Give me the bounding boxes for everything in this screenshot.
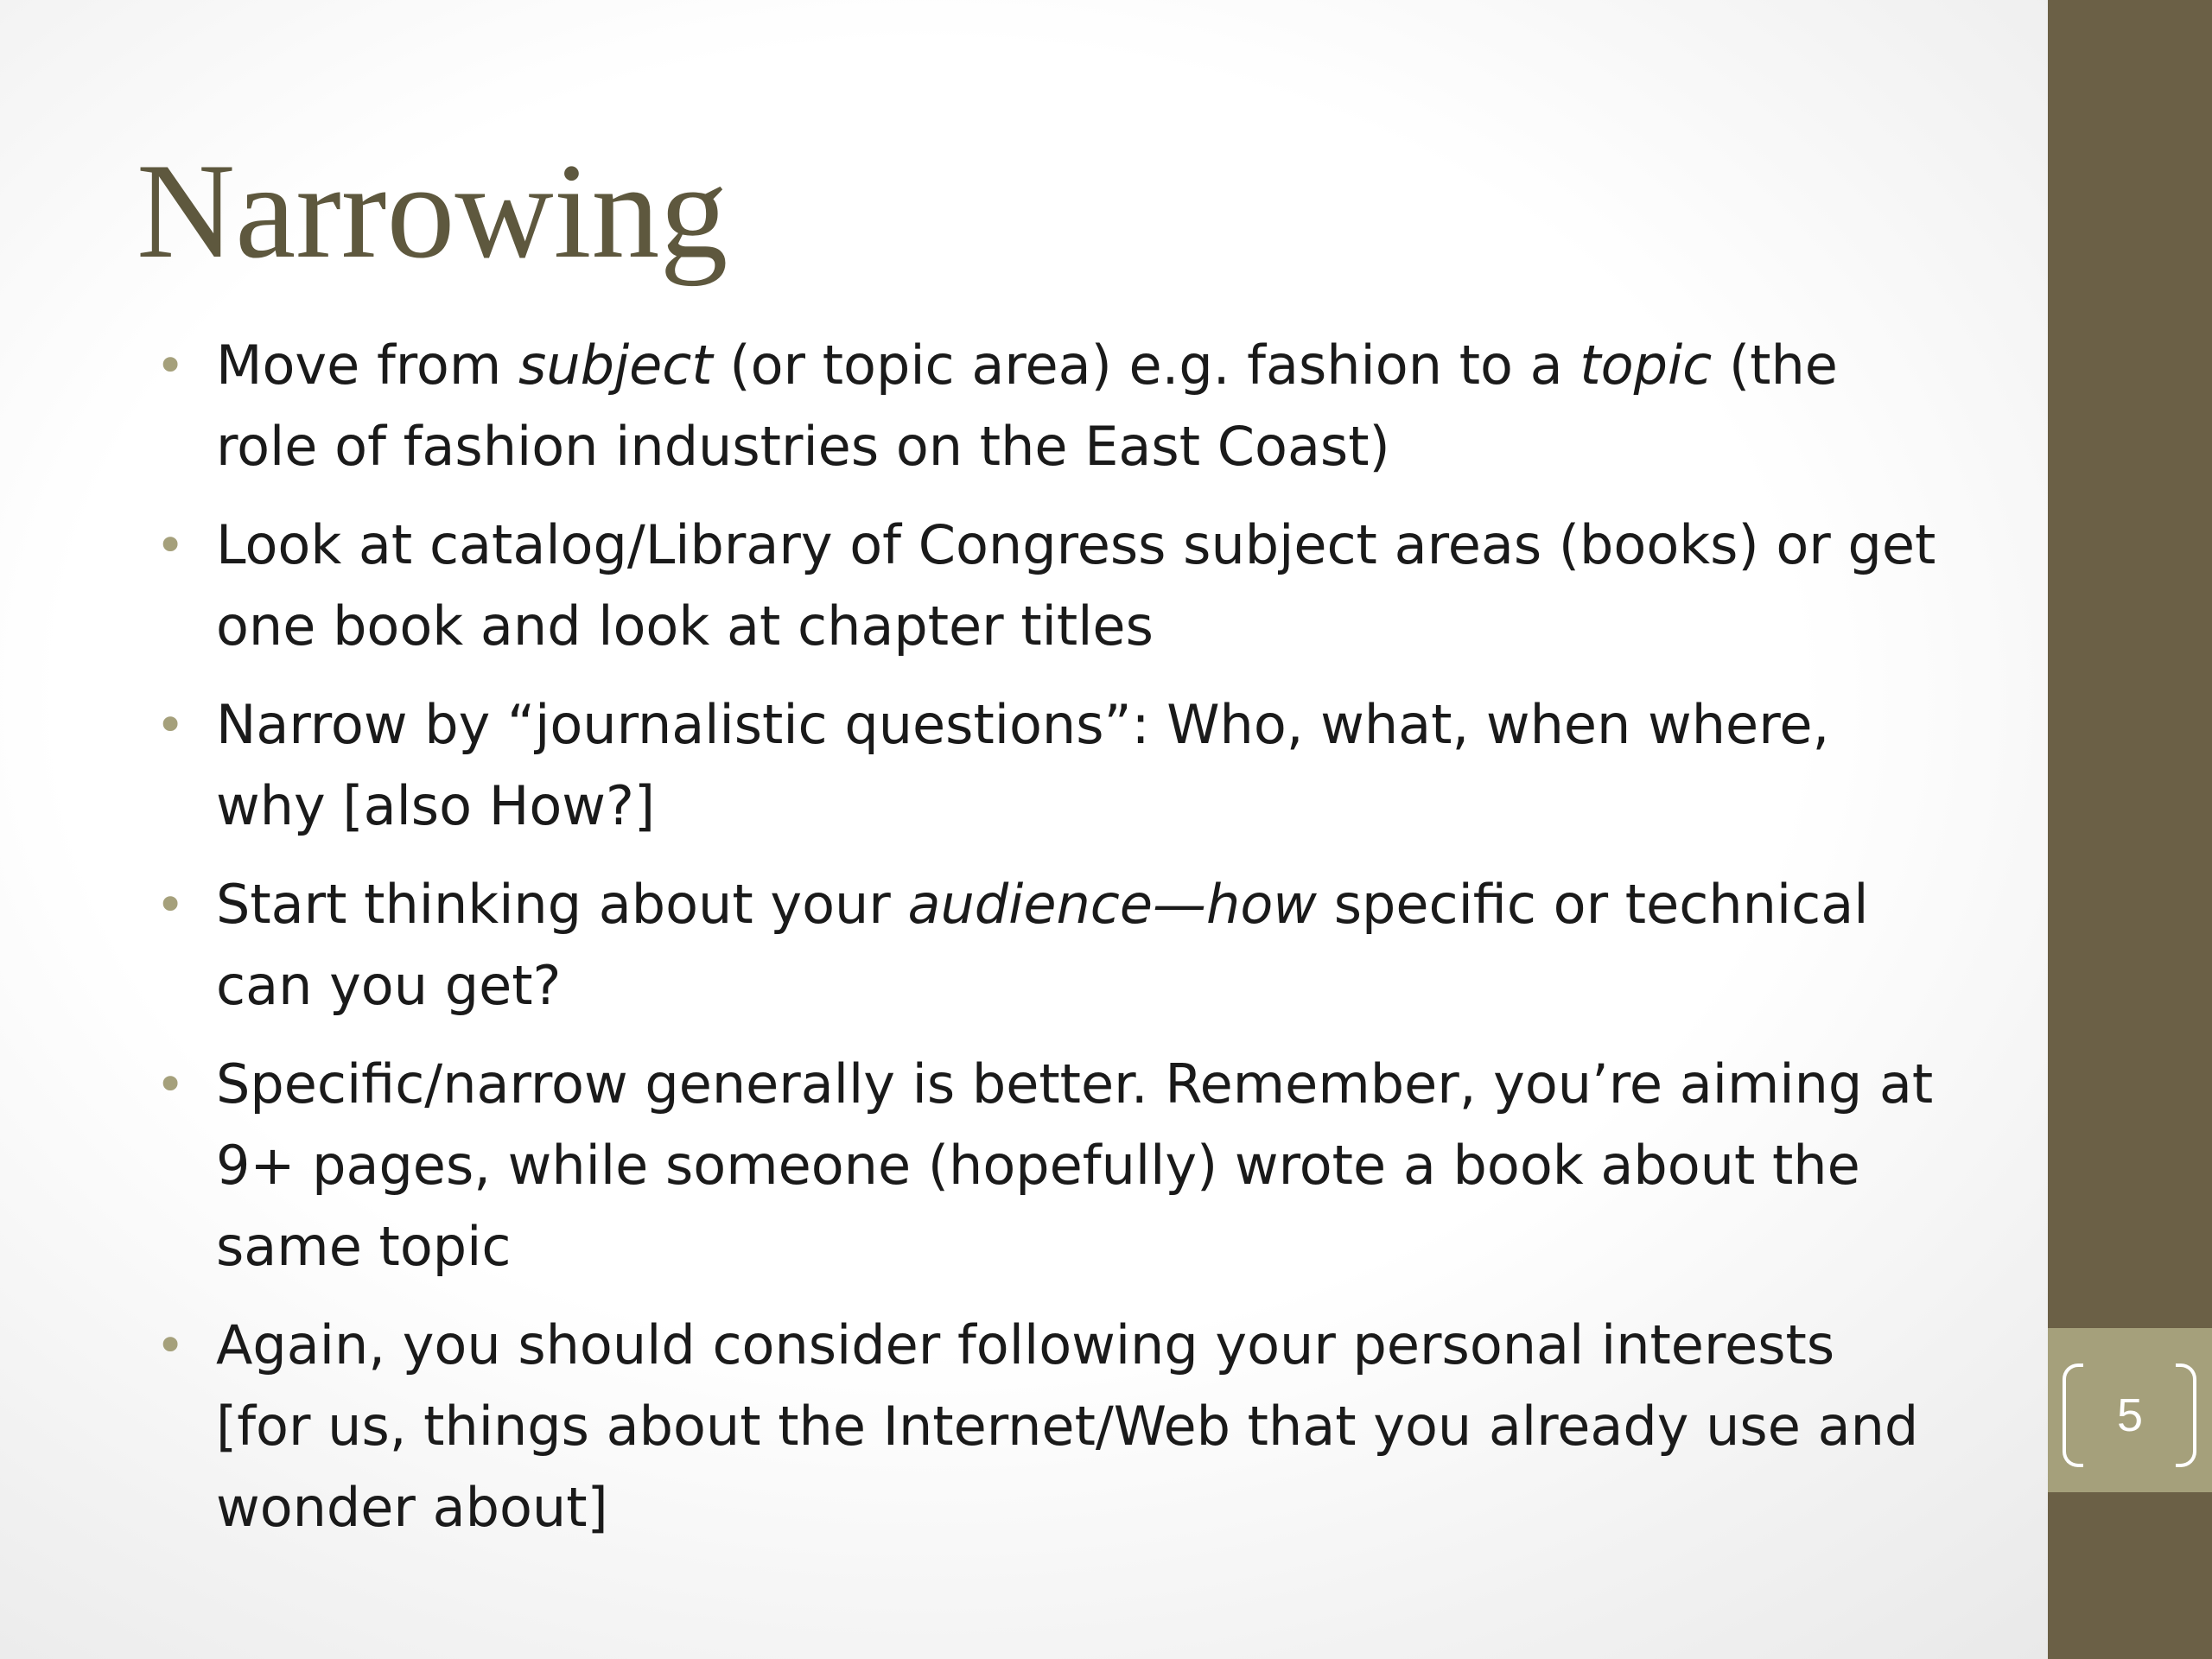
- bullet-item: [216, 505, 1944, 667]
- bullet-text-italic: subject: [518, 334, 713, 397]
- bullet-item: [216, 1044, 1944, 1287]
- bullet-text: Again, you should consider following your personal interests [for us, things about the Internet/Web that you already use and wonder about]: [216, 1313, 1919, 1539]
- bullet-text: Look at catalog/Library of Congress subject areas (books) or get one book and look at chapter titles: [216, 513, 1936, 658]
- bullet-text: Move from: [216, 334, 518, 397]
- bullet-text-italic: topic: [1580, 334, 1713, 397]
- bullet-text: Start thinking about your: [216, 873, 908, 936]
- slide-number: 5: [2116, 1389, 2144, 1441]
- bullet-text: Specific/narrow generally is better. Remember, you’re aiming at 9+ pages, while someone (hopefully) wrote a book about the same topic: [216, 1052, 1934, 1278]
- bullet-item: [216, 1305, 1944, 1548]
- bullet-item: [216, 864, 1944, 1027]
- bullet-item: [216, 325, 1944, 487]
- bullet-text: (or topic area) e.g. fashion to a: [712, 334, 1580, 397]
- bullet-text: (the role of fashion industries on the East Coast): [216, 334, 1838, 478]
- slide-title: Narrowing: [137, 136, 728, 287]
- bullet-text: Narrow by “journalistic questions”: Who, what, when where, why [also How?]: [216, 693, 1830, 837]
- bullet-item: [216, 684, 1944, 847]
- bullet-list: [216, 325, 1944, 1566]
- bullet-text-italic: audience—how: [907, 873, 1317, 936]
- bullet-text: specific or technical can you get?: [216, 873, 1869, 1017]
